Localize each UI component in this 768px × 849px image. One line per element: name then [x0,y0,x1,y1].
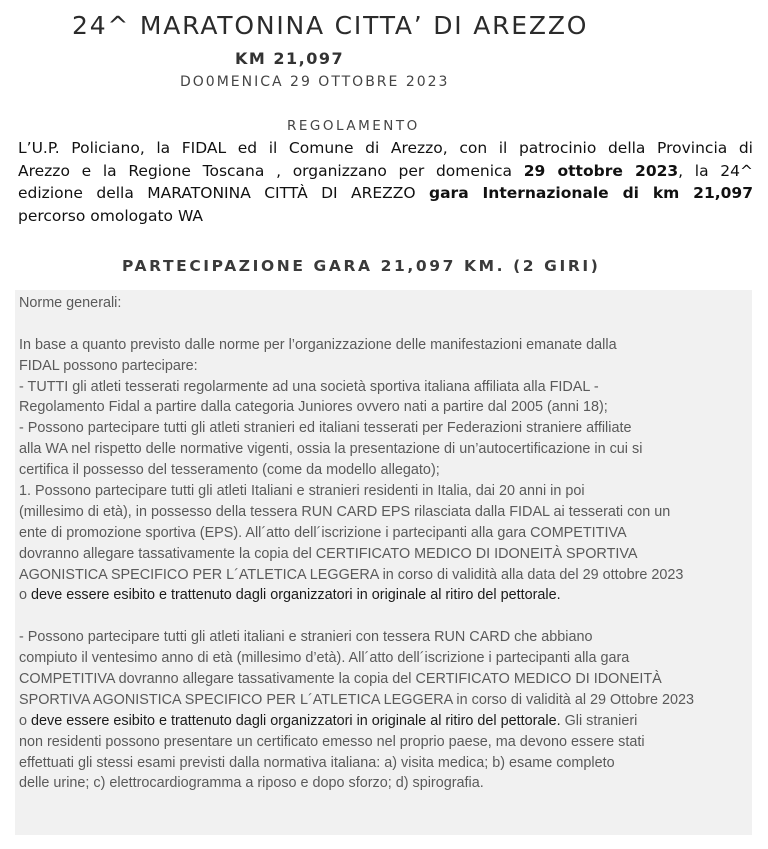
rules-line: (millesimo di età), in possesso della tessera RUN CARD EPS rilasciata dalla FIDAL ai tesserati con un [19,503,671,520]
rules-line [19,711,750,732]
rules-line: compiuto il ventesimo anno di età (millesimo d’età). All´atto dell´iscrizione i partecipanti alla gara [19,650,630,667]
rules-line: alla WA nel rispetto delle normative vigenti, ossia la presentazione di un’autocertificazione in cui si [19,441,643,458]
intro-line [18,182,753,205]
rules-line: ente di promozione sportiva (EPS). All´atto dell´iscrizione i partecipanti alla gara COMPETITIVA [19,524,627,541]
rules-box [15,290,752,835]
intro-text: edizione della MARATONINA CITTÀ DI AREZZO [18,184,429,202]
certificate-note: deve essere esibito e trattenuto dagli organizzatori in originale al ritiro del pettorale. [31,712,561,729]
rules-text-fragment: o [19,712,32,729]
rules-line: 1. Possono partecipare tutti gli atleti Italiani e stranieri residenti in Italia, dai 20 anni in poi [19,483,585,500]
rules-line: SPORTIVA AGONISTICA SPECIFICO PER L´ATLETICA LEGGERA in corso di validità al 29 Ottobre 2023 [19,691,695,708]
rules-line: Norme generali: [19,295,122,311]
rules-line: certifica il possesso del tesseramento (come da modello allegato); [19,462,440,479]
rules-line: non residenti possono presentare un certificato emesso nel proprio paese, ma devono essere stati [19,733,645,750]
rules-line: effettuati gli stessi esami previsti dalla normativa italiana: a) visita medica; b) esame completo [19,754,615,771]
rules-line [19,585,750,606]
regolamento-heading: REGOLAMENTO [287,118,420,134]
section-heading: PARTECIPAZIONE GARA 21,097 KM. (2 GIRI) [122,257,601,275]
rules-line: - TUTTI gli atleti tesserati regolarmente ad una società sportiva italiana affiliata alla FIDAL - [19,378,599,395]
intro-line: L’U.P. Policiano, la FIDAL ed il Comune di Arezzo, con il patrocinio della Provincia di [18,139,753,157]
rules-text [19,293,750,794]
rules-line: Regolamento Fidal a partire dalla categoria Juniores ovvero nati a partire dal 2005 (anni 18); [19,399,608,416]
rules-line: FIDAL possono partecipare: [19,357,198,374]
intro-line [18,160,753,183]
race-type-highlight: gara Internazionale di km 21,097 [429,184,753,202]
race-date: DO0MENICA 29 OTTOBRE 2023 [180,74,450,90]
rules-line: COMPETITIVA dovranno allegare tassativamente la copia del CERTIFICATO MEDICO DI IDONEITÀ [19,671,662,688]
page-title: 24^ MARATONINA CITTA’ DI AREZZO [72,11,589,40]
intro-line: percorso omologato WA [18,206,204,225]
rules-line: dovranno allegare tassativamente la copia del CERTIFICATO MEDICO DI IDONEITÀ SPORTIVA [19,545,638,562]
rules-text-fragment: Gli stranieri [560,712,638,729]
rules-line [19,314,750,335]
rules-line: delle urine; c) elettrocardiogramma a riposo e dopo sforzo; d) spirografia. [19,775,484,792]
certificate-note: deve essere esibito e trattenuto dagli organizzatori in originale al ritiro del pettorale. [31,587,561,604]
rules-text-fragment: o [19,587,32,604]
rules-line: AGONISTICA SPECIFICO PER L´ATLETICA LEGGERA in corso di validità alla data del 29 ottobre 2023 [19,566,684,583]
rules-line: - Possono partecipare tutti gli atleti stranieri ed italiani tesserati per Federazioni straniere affiliate [19,420,632,437]
rules-line [19,606,750,627]
intro-text: Arezzo e la Regione Toscana , organizzano per domenica [18,161,524,180]
rules-line: In base a quanto previsto dalle norme per l’organizzazione delle manifestazioni emanate dalla [19,336,617,353]
intro-text: , la 24^ [678,161,754,180]
race-date-highlight: 29 ottobre 2023 [523,161,679,180]
intro-paragraph [18,137,753,227]
rules-line: - Possono partecipare tutti gli atleti italiani e stranieri con tessera RUN CARD che abbiano [19,629,593,646]
race-distance: KM 21,097 [235,49,345,68]
